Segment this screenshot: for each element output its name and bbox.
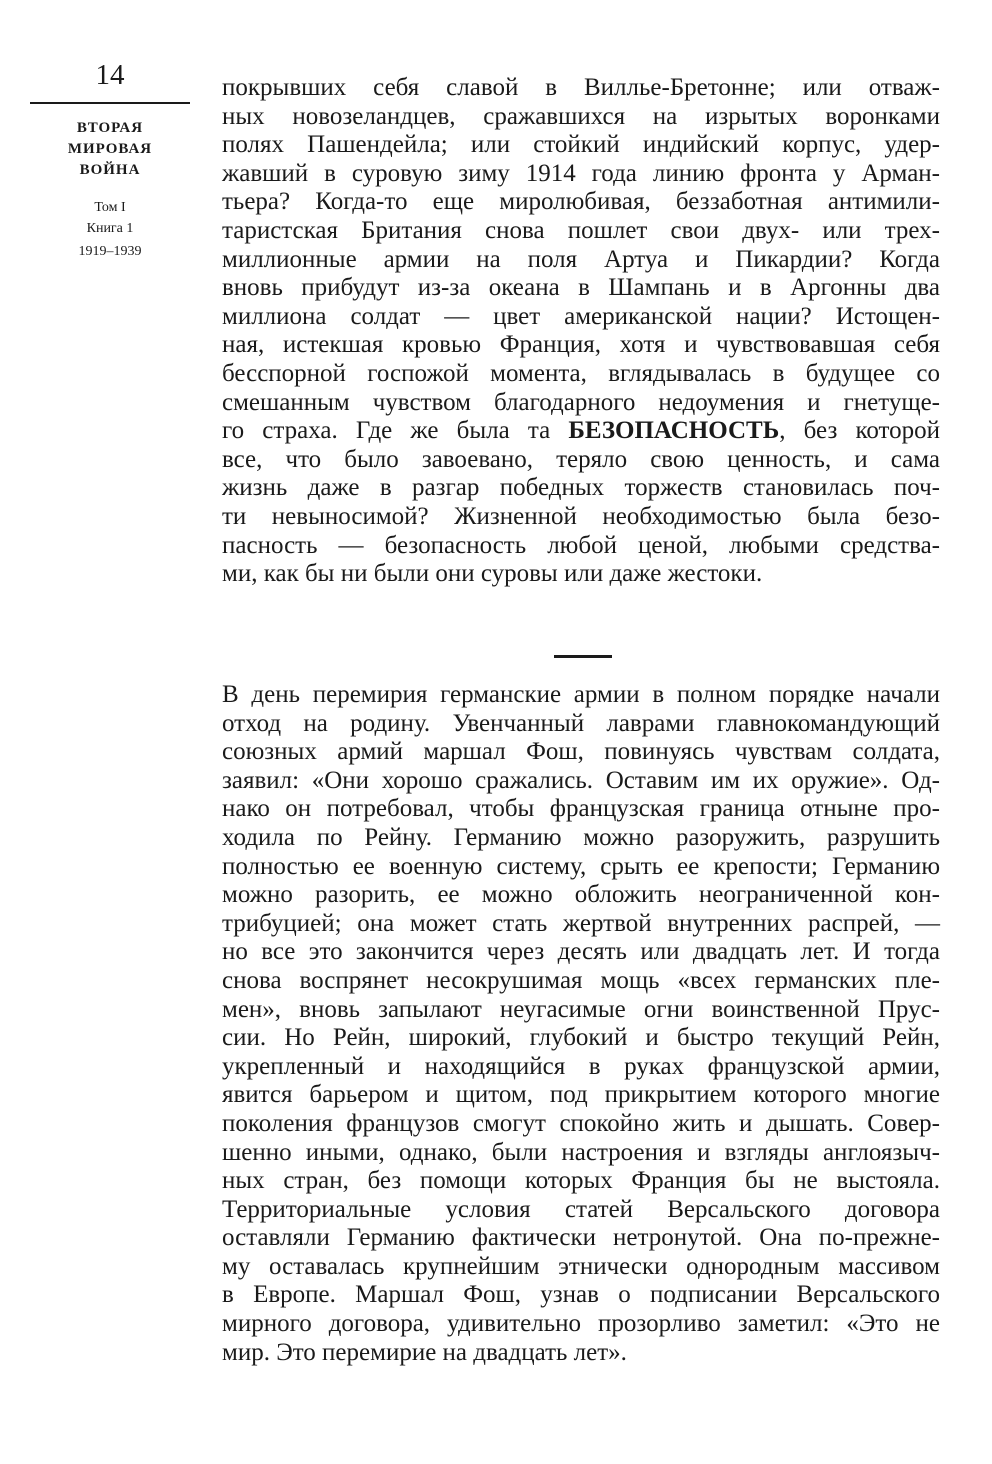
text-line: в Европе. Маршал Фош, узнав о подписании Версальского [222,1281,940,1309]
text-line: поколения французов смогут спокойно жить и дышать. Совер- [222,1109,940,1137]
text-line: жавший в суровую зиму 1914 года линию фронта у Арман- [222,159,940,187]
text-line: но все это закончится через десять или двадцать лет. И тогда [222,938,940,966]
page-number: 14 [95,59,125,91]
text-line: ная, истекшая кровью Франция, хотя и чувствовавшая себя [222,331,940,359]
text-line: жизнь даже в разгар победных торжеств становилась поч- [222,474,940,502]
text-line: явится барьером и щитом, под прикрытием которого многие [222,1081,940,1109]
text-line: мир. Это перемирие на двадцать лет». [222,1338,627,1366]
text-fragment: , без которой [779,417,940,445]
volume-info [30,197,190,262]
text-line: ходила по Рейну. Германию можно разоружить, разрушить [222,823,940,851]
text-line: вновь прибудут из-за океана в Шампань и в Аргонны два [222,274,940,302]
volume-label: Том I [94,200,126,215]
section-divider [554,655,612,658]
sidebar-divider [30,102,190,104]
text-line: трибуцией; она может стать жертвой внутренних распрей, — [222,909,940,937]
text-line: му оставалась крупнейшим этнически однородным массивом [222,1252,940,1280]
text-line: полностью ее военную систему, срыть ее крепости; Германию [222,852,940,880]
text-line: снова воспрянет несокрушимая мощь «всех германских пле- [222,966,940,994]
text-line: смешанным чувством благодарного недоумения и гнетуще- [222,388,940,416]
text-line: оставляли Германию фактически нетронутой. Она по-прежне- [222,1224,940,1252]
text-line: укрепленный и находящийся в руках французской армии, [222,1052,940,1080]
text-line: пасность — безопасность любой ценой, любыми средства- [222,531,940,559]
text-line: бесспорной госпожой момента, вглядывалась в будущее со [222,359,940,387]
text-line: таристская Британия снова пошлет свои двух- или трех- [222,216,940,244]
text-line: отход на родину. Увенчанный лаврами главнокомандующий [222,709,940,737]
text-line: Территориальные условия статей Версальского договора [222,1195,940,1223]
series-title-line: МИРОВАЯ [67,141,153,157]
text-line: полях Пашендейла; или стойкий индийский корпус, удер- [222,131,940,159]
text-line: шенно иными, однако, были настроения и взгляды англоязыч- [222,1138,940,1166]
text-line: сии. Но Рейн, широкий, глубокий и быстро текущий Рейн, [222,1024,940,1052]
years-label: 1919–1939 [78,244,142,259]
text-line: ных стран, без помощи которых Франция бы не выстояла. [222,1167,940,1195]
text-fragment: го страха. Где же была та [222,417,569,445]
text-line-with-emphasis [222,417,940,446]
series-title-line: ВТОРАЯ [76,120,144,136]
text-line: заявил: «Они хорошо сражались. Оставим им их оружие». Од- [222,766,940,794]
text-line: В день перемирия германские армии в полном порядке начали [222,681,940,708]
text-line: союзных армий маршал Фош, повинуясь чувствам солдата, [222,738,940,766]
text-line: все, что было завоевано, теряло свою ценность, и сама [222,445,940,473]
text-line: миллионные армии на поля Артуа и Пикардии? Когда [222,245,940,273]
text-line: ных новозеландцев, сражавшихся на изрытых воронками [222,102,940,130]
text-line: мирного договора, удивительно прозорливо заметил: «Это не [222,1310,940,1338]
text-line: мен», вновь запылают неугасимые огни воинственной Прус- [222,995,940,1023]
paragraph-continued [222,74,940,589]
running-sidebar [30,58,190,262]
text-line: миллиона солдат — цвет американской нации? Истощен- [222,302,940,330]
text-line: ти невыносимой? Жизненной необходимостью была безо- [222,502,940,530]
book-label: Книга 1 [86,221,134,236]
text-line: тьера? Когда-то еще миролюбивая, беззаботная антимили- [222,188,940,216]
series-title-line: ВОЙНА [79,162,141,178]
text-line: покрывших себя славой в Виллье-Бретонне; или отваж- [222,74,940,101]
text-line: нако он потребовал, чтобы французская граница отныне про- [222,795,940,823]
series-title [30,118,190,181]
paragraph-armistice [222,681,940,1367]
emphasized-term: БЕЗОПАСНОСТЬ [568,417,780,445]
text-line: можно разорить, ее можно обложить неограниченной кон- [222,881,940,909]
text-line: ми, как бы ни были они суровы или даже жестоки. [222,560,763,588]
